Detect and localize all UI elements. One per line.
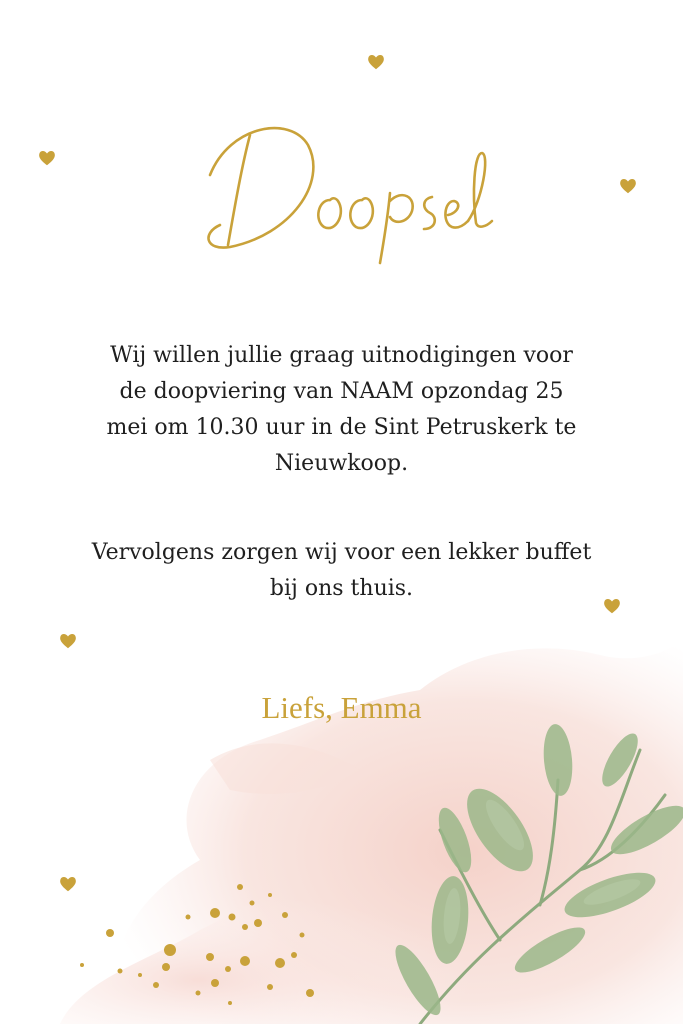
title-doopsel bbox=[190, 105, 500, 265]
heart-icon bbox=[619, 177, 637, 195]
heart-icon bbox=[59, 632, 77, 650]
heart-icon bbox=[38, 149, 56, 167]
leaf-branch bbox=[380, 720, 683, 1024]
signature: Liefs, Emma bbox=[261, 690, 422, 725]
invitation-paragraph-1: Wij willen jullie graag uitnodigingen voor de doopviering van NAAM opzondag 25 mei om 10.30 uur in de Sint Petruskerk te Nieuwkoop. bbox=[106, 343, 577, 476]
gold-splatter bbox=[70, 875, 330, 1024]
invitation-paragraph-2: Vervolgens zorgen wij voor een lekker buffet bij ons thuis. bbox=[91, 540, 592, 601]
heart-icon bbox=[367, 53, 385, 71]
